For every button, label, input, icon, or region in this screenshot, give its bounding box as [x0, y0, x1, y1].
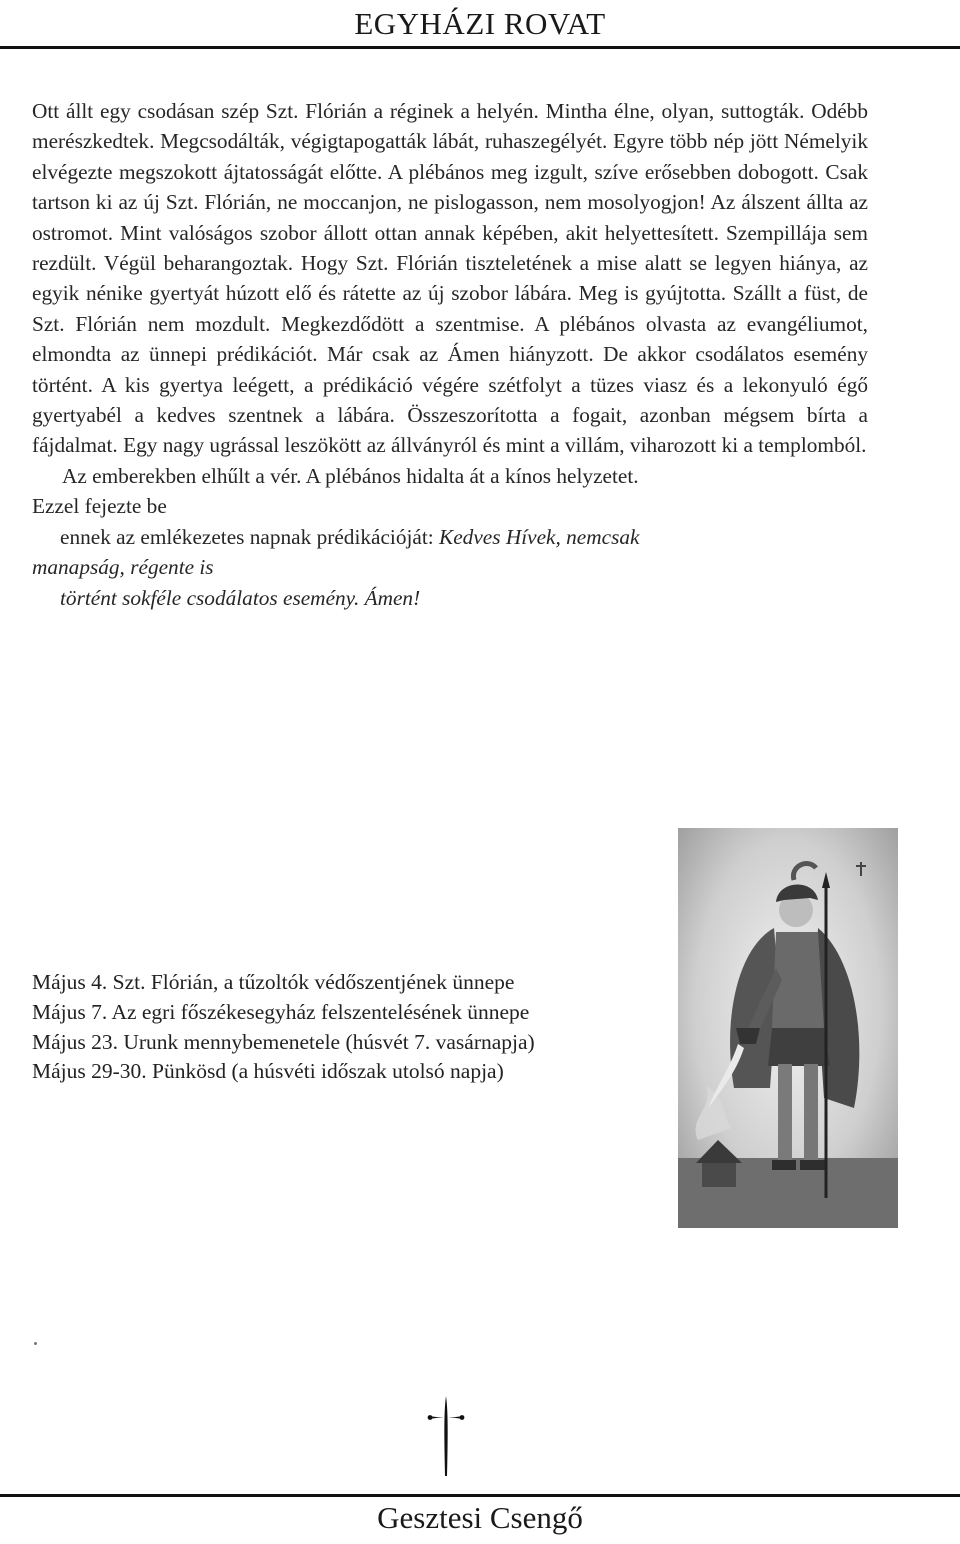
article-line-3: Ezzel fejezte be	[32, 494, 167, 519]
article-line-4-italic: Kedves Hívek, nemcsak	[439, 524, 640, 549]
header-rule	[0, 46, 960, 49]
article-paragraph-1: Ott állt egy csodásan szép Szt. Flórián a réginek a helyén. Mintha élne, olyan, suttogták. Odébb merészkedtek. Megcsodálták, végigtapogatták lábát, ruhaszegélyét. Egyre több nép jött Némelyik elvégezte megszokott ájtatosságát előtte. A plébános meg izgult, szíve erősebben dobogott. Csak tartson ki az új Szt. Flórián, ne moccanjon, ne pislogasson, nem mosolyogjon! Az álszent állta az ostromot. Mint valóságos szobor állott ottan annak képében, akit helyettesített. Szempillája sem rezdült. Végül beharangoztak. Hogy Szt. Flórián tiszteletének a mise alatt se legyen hiánya, az egyik nénike gyertyát húzott elő és rátette az új szobor lábára. Meg is gyújtotta. Szállt a füst, de Szt. Flórián nem mozdult. Megkezdődött a szentmise. A plébános olvasta az evangéliumot, elmondta az ünnepi prédikációt. Már csak az Ámen hiányzott. De akkor csodálatos esemény történt. A kis gyertya leégett, a prédikáció végére szétfolyt a tüzes viasz és a lekonyuló égő gyertyabél a kedves szentnek a lábára. Összeszorította a fogait, azonban mégsem bírta a fájdalmat. Egy nagy ugrással leszökött az állványról és mint a villám, viharozott ki a templomból.	[32, 99, 868, 458]
feast-item: Május 7. Az egri főszékesegyház felszentelésének ünnepe	[32, 999, 530, 1024]
feast-item: Május 23. Urunk mennybemenetele (húsvét 7. vasárnapja)	[32, 1029, 535, 1054]
feast-list	[32, 968, 652, 1087]
article-line-5	[32, 552, 868, 582]
article-line-4	[32, 522, 868, 552]
footer-author-name: Gesztesi Csengő	[377, 1500, 583, 1535]
footer-rule	[0, 1494, 960, 1497]
article-line-6	[32, 583, 868, 613]
cross-icon	[426, 1392, 466, 1478]
page-header-title: EGYHÁZI ROVAT	[354, 6, 606, 41]
article-line-2: Az emberekben elhűlt a vér. A plébános hidalta át a kínos helyzetet.	[62, 463, 639, 488]
stray-dot	[34, 1342, 37, 1345]
feast-item: Május 4. Szt. Flórián, a tűzoltók védőszentjének ünnepe	[32, 970, 515, 994]
article-line-6-italic: történt sokféle csodálatos esemény. Ámen!	[60, 585, 421, 610]
article-body	[32, 96, 868, 613]
saint-florian-picture	[678, 828, 898, 1228]
article-line-4-plain: ennek az emlékezetes napnak prédikációját:	[60, 524, 440, 549]
article-line-5-italic: manapság, régente is	[32, 555, 214, 580]
feast-item: Május 29-30. Pünkösd (a húsvéti időszak utolsó napja)	[32, 1059, 504, 1084]
